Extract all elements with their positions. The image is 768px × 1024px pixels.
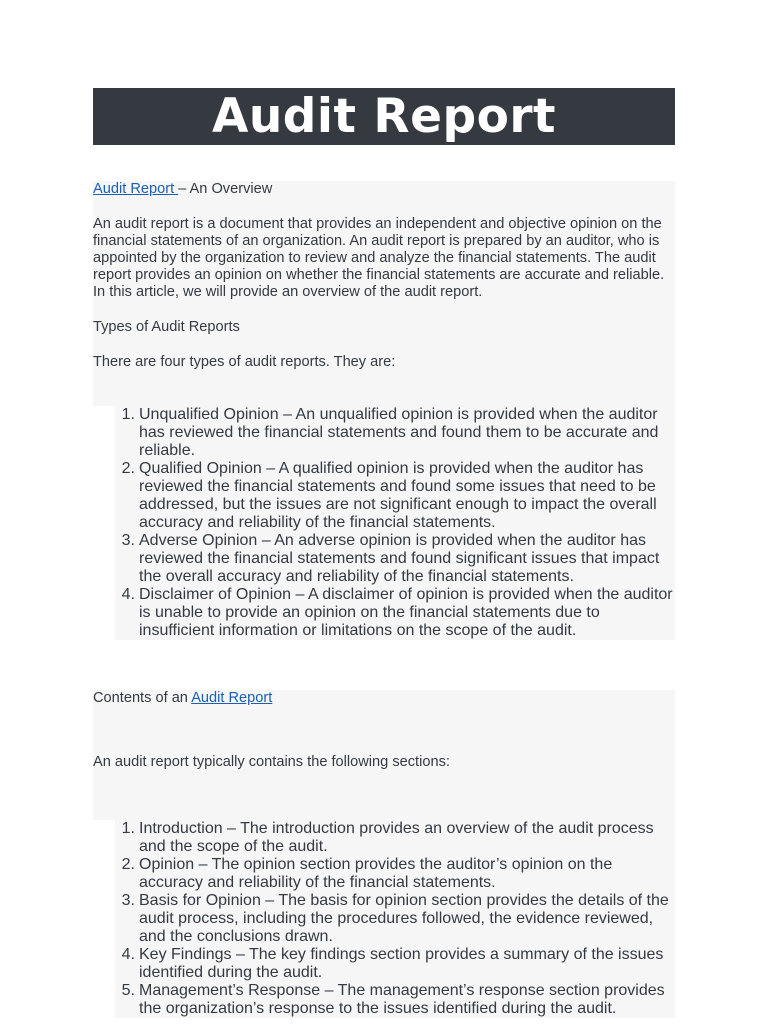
contents-audit-report-link[interactable]: Audit Report [191, 689, 273, 706]
article-body [93, 181, 675, 406]
contents-section [93, 690, 675, 821]
section-gap [93, 640, 675, 675]
contents-intro: An audit report typically contains the following sections: [93, 753, 450, 770]
title-banner [93, 88, 675, 145]
list-item-text: Introduction – The introduction provides an overview of the audit process and the scope of the audit. [139, 820, 654, 856]
list-item-number: 4. [121, 586, 135, 603]
overview-heading [93, 181, 675, 198]
list-item-number: 3. [121, 532, 135, 549]
list-item [121, 982, 675, 1018]
list-item [121, 460, 675, 532]
list-item [121, 892, 675, 946]
list-item [121, 856, 675, 892]
list-item-text: Unqualified Opinion – An unqualified opinion is provided when the auditor has reviewed the financial statements and found them to be accurate and reliable. [139, 406, 659, 459]
types-heading: Types of Audit Reports [93, 319, 240, 335]
list-item-text: Opinion – The opinion section provides the auditor’s opinion on the accuracy and reliability of the financial statements. [139, 856, 613, 892]
overview-heading-text: – An Overview [178, 181, 273, 197]
list-item-number: 1. [121, 406, 135, 423]
types-list [115, 406, 675, 640]
types-list-band [115, 388, 675, 640]
list-item-number: 4. [121, 946, 135, 964]
contents-heading [93, 690, 675, 707]
contents-heading-text: Contents of an [93, 689, 192, 706]
list-item [121, 946, 675, 982]
list-item-number: 5. [121, 982, 135, 1000]
document-page [93, 88, 675, 1018]
list-item-number: 2. [121, 460, 135, 477]
list-item-text: Adverse Opinion – An adverse opinion is provided when the auditor has reviewed the financial statements and found significant issues that impact the overall accuracy and reliability of the financial statements. [139, 532, 660, 585]
audit-report-link[interactable]: Audit Report [93, 181, 179, 197]
list-item-text: Management’s Response – The management’s response section provides the organization’s response to the issues identified during the audit. [139, 982, 665, 1018]
list-item [121, 820, 675, 856]
list-item-text: Basis for Opinion – The basis for opinion section provides the details of the audit process, including the procedures followed, the evidence reviewed, and the conclusions drawn. [139, 892, 669, 946]
list-item-text: Qualified Opinion – A qualified opinion is provided when the auditor has reviewed the financial statements and found some issues that need to be addressed, but the issues are not significant enough to impact the overall accuracy and reliability of the financial statements. [139, 460, 657, 531]
list-item [121, 586, 675, 640]
list-item [121, 532, 675, 586]
types-intro: There are four types of audit reports. They are: [93, 354, 396, 370]
list-item-number: 3. [121, 892, 135, 910]
contents-list [115, 820, 675, 1018]
list-item [121, 406, 675, 460]
intro-paragraph: An audit report is a document that provides an independent and objective opinion on the financial statements of an organization. An audit report is prepared by an auditor, who is appointed by the organization to review and analyze the financial statements. The audit report provides an opinion on whether the financial statements are accurate and reliable. In this article, we will provide an overview of the audit report. [93, 216, 665, 300]
page-title: Audit Report [211, 89, 557, 144]
list-item-number: 2. [121, 856, 135, 874]
contents-list-band [115, 802, 675, 1018]
list-item-number: 1. [121, 820, 135, 838]
list-item-text: Key Findings – The key findings section provides a summary of the issues identified during the audit. [139, 946, 664, 982]
list-item-text: Disclaimer of Opinion – A disclaimer of opinion is provided when the auditor is unable to provide an opinion on the financial statements due to insufficient information or limitations on the scope of the audit. [139, 586, 673, 639]
